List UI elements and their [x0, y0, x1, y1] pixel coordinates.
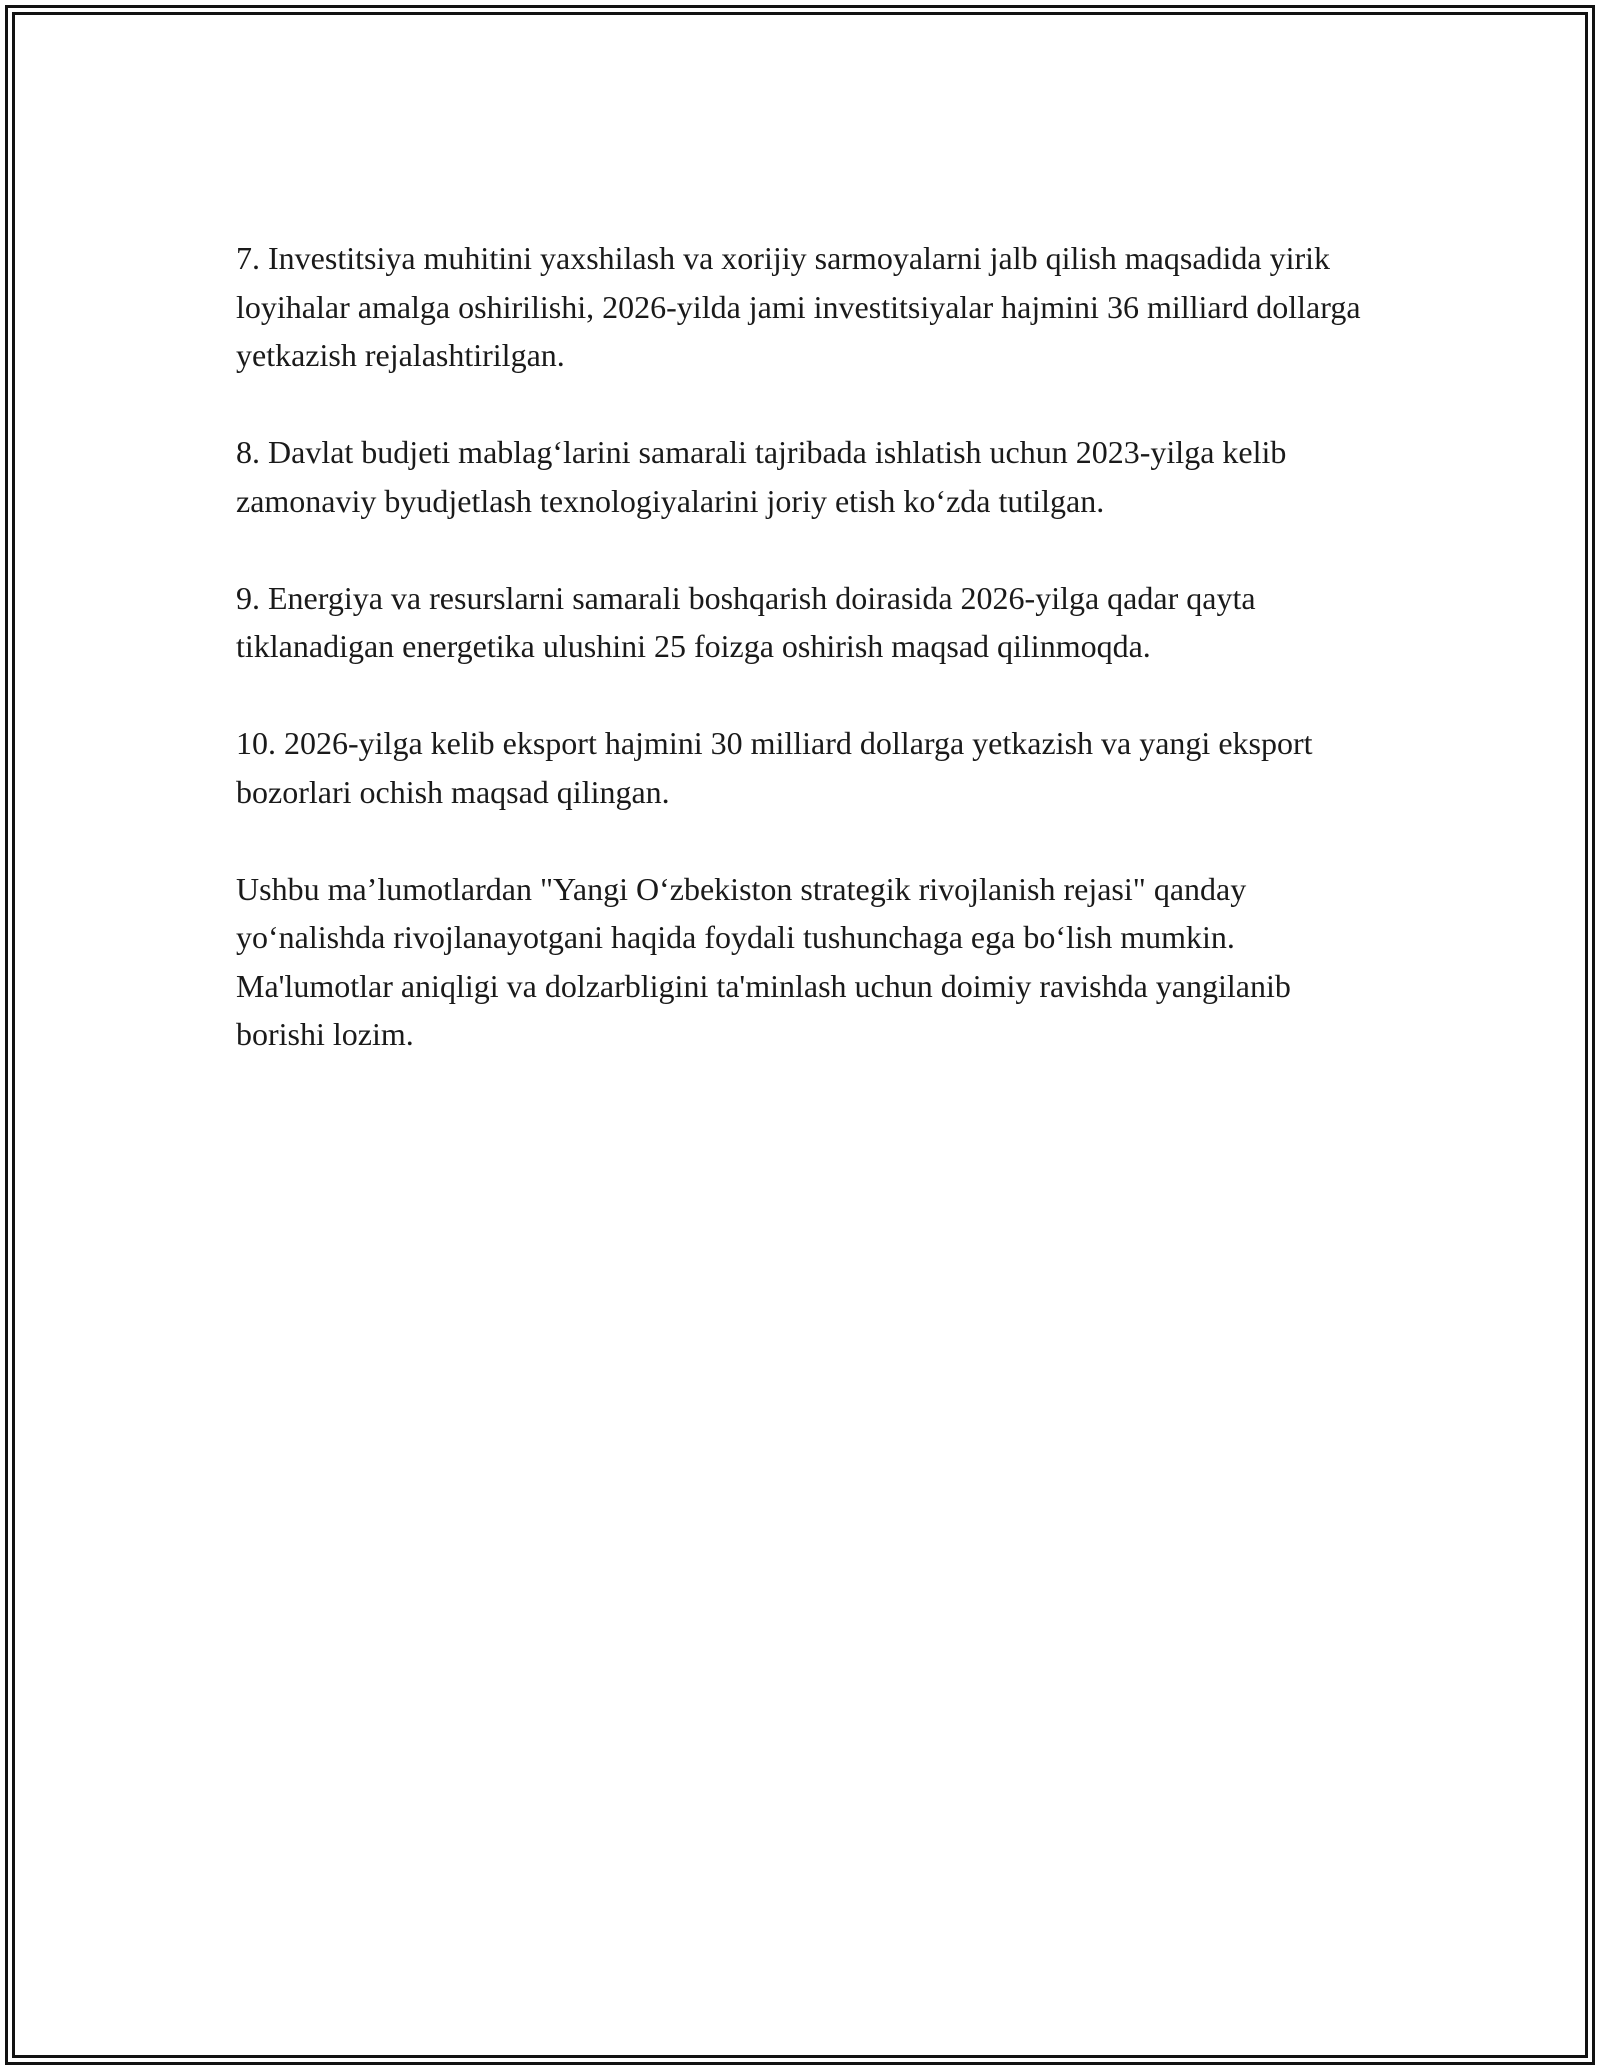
- paragraph-item-7: 7. Investitsiya muhitini yaxshilash va xorijiy sarmoyalarni jalb qilish maqsadida yirik loyihalar amalga oshirilishi, 2026-yilda jami investitsiyalar hajmini 36 milliard dollarga yetkazish rejalashtirilgan.: [236, 240, 1361, 373]
- paragraph-item-10: 10. 2026-yilga kelib eksport hajmini 30 milliard dollarga yetkazish va yangi eksport bozorlari ochish maqsad qilingan.: [236, 725, 1313, 810]
- paragraph-conclusion: Ushbu ma’lumotlardan "Yangi O‘zbekiston strategik rivojlanish rejasi" qanday yo‘nalishda rivojlanayotgani haqida foydali tushunchaga ega bo‘lish mumkin. Ma'lumotlar aniqligi va dolzarbligini ta'minlash uchun doimiy ravishda yangilanib borishi lozim.: [236, 870, 1291, 1052]
- document-body: [236, 234, 1386, 1059]
- paragraph-item-9: 9. Energiya va resurslarni samarali boshqarish doirasida 2026-yilga qadar qayta tiklanadigan energetika ulushini 25 foizga oshirish maqsad qilinmoqda.: [236, 579, 1256, 664]
- paragraph-item-8: 8. Davlat budjeti mablag‘larini samarali tajribada ishlatish uchun 2023-yilga kelib zamonaviy byudjetlash texnologiyalarini joriy etish ko‘zda tutilgan.: [236, 434, 1287, 519]
